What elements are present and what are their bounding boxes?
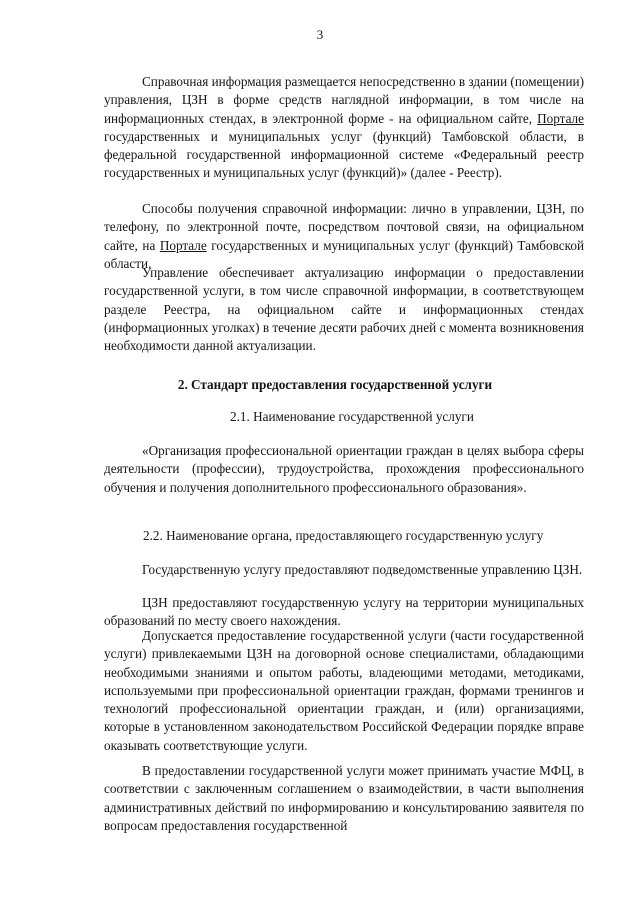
paragraph-mfc xyxy=(104,762,584,835)
paragraph-text: Допускается предоставление государственной услуги (части государственной услуги) привлекаемыми ЦЗН на договорной основе специалистами, обладающими необходимыми знаниями и опытом работы, владеющими методами, методиками, используемыми при профессиональной ориентации граждан, формами тренингов и технологий профессиональной ориентации граждан, и (или) организациями, которые в установленном законодательством Российской Федерации порядке вправе оказывать соответствующие услуги. xyxy=(104,628,584,753)
paragraph-text: Управление обеспечивает актуализацию информации о предоставлении государственной услуги, в том числе справочной информации, в соответствующем разделе Реестра, на официальном сайте и информационных стендах (информационных уголках) в течение десяти рабочих дней с момента возникновения необходимости данной актуализации. xyxy=(104,265,584,354)
paragraph-text: В предоставлении государственной услуги может принимать участие МФЦ, в соответствии с заключенным соглашением о взаимодействии, в части выполнения административных действий по информированию и консультированию заявителя по вопросам предоставления государственной xyxy=(104,763,584,833)
section-2-heading: 2. Стандарт предоставления государственной услуги xyxy=(177,377,493,392)
paragraph-text: Способы получения справочной информации: лично в управлении, ЦЗН, по телефону, по электронной почте, посредством почтовой связи, на официальном сайте, на xyxy=(104,201,584,253)
subsection-2-2-heading: 2.2. Наименование органа, предоставляющего государственную услугу xyxy=(143,528,544,543)
paragraph-text: государственных и муниципальных услуг (функций) Тамбовской области, в федеральной государственной информационной системе «Федеральный реестр государственных и муниципальных услуг (функций)» (далее - Реестр). xyxy=(104,128,584,181)
paragraph-actualization xyxy=(104,264,584,355)
page-number: 3 xyxy=(316,27,324,42)
paragraph-text: ЦЗН предоставляют государственную услугу на территории муниципальных образований по месту своего нахождения. xyxy=(104,595,584,629)
paragraph-service-name xyxy=(104,442,584,497)
paragraph-ways-to-get-info xyxy=(104,200,584,273)
paragraph-territory xyxy=(104,594,584,631)
paragraph-text: «Организация профессиональной ориентации граждан в целях выбора сферы деятельности (профессии), трудоустройства, прохождения профессионального обучения и получения дополнительного профессионального образования». xyxy=(104,443,584,495)
portal-link[interactable]: Портале xyxy=(537,110,584,126)
subsection-2-1-heading: 2.1. Наименование государственной услуги xyxy=(230,409,474,424)
paragraph-text: Справочная информация размещается непосредственно в здании (помещении) управления, ЦЗН в форме средств наглядной информации, в том числе на информационных стендах, в электронной форме - на официальном сайте, xyxy=(104,74,584,126)
portal-link[interactable]: Портале xyxy=(159,237,207,253)
paragraph-text: государственных и муниципальных услуг (функций) Тамбовской области. xyxy=(104,237,585,271)
paragraph-specialists xyxy=(104,627,584,755)
paragraph-text: Государственную услугу предоставляют подведомственные управлению ЦЗН. xyxy=(142,562,583,577)
paragraph-providers xyxy=(104,561,584,579)
paragraph-reference-info xyxy=(104,73,584,183)
